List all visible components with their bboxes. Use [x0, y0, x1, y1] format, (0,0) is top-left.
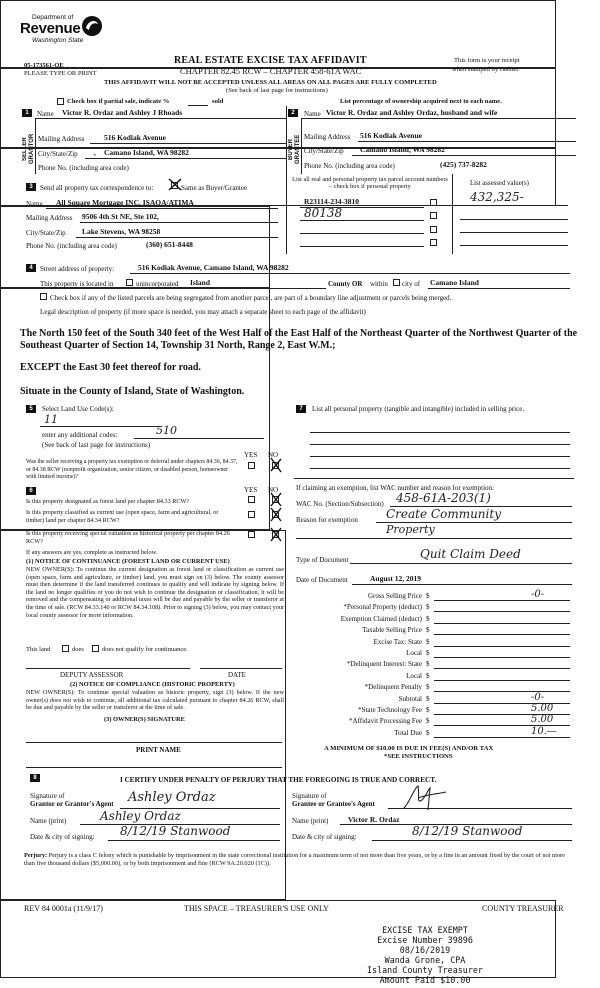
- notice-2-title: (2) NOTICE OF COMPLIANCE (HISTORIC PROPERTY): [70, 681, 235, 688]
- property-city: Camano Island: [430, 278, 479, 287]
- partial-sale-sold: sold: [212, 98, 224, 105]
- perjury-statement: [24, 852, 576, 868]
- buyer-vertical-label: BUYER GRANTEE: [288, 134, 301, 164]
- fee-label: Exemption Claimed (deduct): [340, 614, 422, 623]
- section-8-number: 8: [30, 774, 40, 782]
- forest-yes-checkbox[interactable]: [248, 496, 255, 503]
- fee-label: Taxable Selling Price: [362, 626, 422, 635]
- notice-1-title: (1) NOTICE OF CONTINUANCE (FOREST LAND OR CURRENT USE): [26, 558, 230, 565]
- deputy-assessor-label: DEPUTY ASSESSOR: [60, 671, 124, 679]
- seller-name: Victor R. Ordaz and Ashley J Rhoads: [62, 108, 183, 117]
- stamp-line-3: 08/16/2019: [399, 945, 451, 955]
- fee-row: [296, 626, 574, 636]
- seller-name-label: Name: [37, 110, 54, 118]
- seller-city: Camano Island, WA 98282: [104, 148, 189, 157]
- fee-label: *Delinquent Interest: State: [346, 660, 422, 669]
- land-use-see-back: (See back of last page for instructions): [42, 441, 151, 449]
- current-use-no-mark-icon: [269, 507, 283, 522]
- section-3-number: 3: [26, 183, 36, 191]
- segregated-checkbox[interactable]: [40, 293, 47, 300]
- this-land-label: This land: [26, 646, 51, 653]
- land-does-not-label: does not qualify for continuance.: [102, 646, 188, 653]
- legal-desc-label: Legal description of property (if more space is needed, you may attach a separate sheet to each page of the affidavit): [40, 308, 366, 316]
- fee-currency: $: [426, 694, 430, 703]
- fee-label: *State Technology Fee: [358, 706, 422, 714]
- fee-label: *Affidavit Processing Fee: [349, 717, 422, 726]
- within-city-checkbox[interactable]: [393, 279, 400, 286]
- section-2-number: 2: [288, 109, 298, 117]
- buyer-phone: (425) 737-8282: [440, 160, 487, 169]
- seller-mailing: 516 Kodiak Avenue: [104, 133, 166, 142]
- legal-description-3: Situate in the County of Island, State of Washington.: [20, 386, 245, 397]
- dor-logo: [20, 14, 110, 54]
- historic-question: Is this property receiving special valuation as historical property per chapter 84.26 RCW?: [26, 530, 230, 545]
- section-1-number: 1: [22, 109, 32, 117]
- section-6-yes: YES: [244, 486, 258, 494]
- fee-currency: $: [426, 637, 430, 646]
- land-does-label: does: [72, 646, 84, 653]
- exemption-claim-label: If claiming an exemption, list WAC number and reason for exemption:: [296, 484, 494, 492]
- grantee-date-city: 8/12/19 Stanwood: [412, 824, 523, 838]
- section-6-number: 6: [26, 487, 36, 495]
- grantor-sig-label-2: Grantor or Grantor's Agent: [30, 800, 114, 808]
- land-use-no: NO: [268, 451, 279, 459]
- seller-vertical-label: SELLER GRANTOR: [22, 133, 35, 165]
- fee-currency: $: [426, 603, 430, 612]
- city-of-label: city of: [402, 280, 421, 288]
- receipt-note-2: when stamped by cashier.: [452, 66, 520, 73]
- stamp-line-1: EXCISE TAX EXEMPT: [382, 925, 468, 935]
- assessed-header: List assessed value(s): [470, 180, 529, 187]
- fee-label: *Personal Property (deduct): [343, 603, 422, 612]
- logo-name: Revenue: [20, 20, 81, 37]
- buyer-mailing: 516 Kodiak Avenue: [360, 131, 422, 140]
- grantee-date-label: Date & city of signing:: [292, 833, 357, 841]
- any-yes-note: If any answers are yes, complete as instructed below.: [26, 549, 158, 556]
- section-6-no: NO: [268, 486, 279, 494]
- land-use-label: Select Land Use Code(s):: [42, 405, 114, 413]
- corr-mailing: 9506 4th St NE, Ste 102,: [82, 212, 159, 221]
- fee-value: -0-: [531, 691, 545, 703]
- notice-2-body: NEW OWNER(S): To continue special valuation as historic property, sign (3) below. If the new owner(s) does not wish to continue, all additional tax calculated pursuant to chapter 84.26 RCW, shall be due and payable by the seller or transferor at the time of sale.: [26, 689, 284, 712]
- legal-description-2: EXCEPT the East 30 feet thereof for road.: [20, 362, 201, 373]
- wac-number: 458-61A-203(1): [396, 491, 491, 505]
- fee-label: *Delinquent Penalty: [364, 683, 422, 692]
- buyer-city-label: City/State/Zip: [304, 147, 344, 155]
- corr-mailing-label: Mailing Address: [26, 214, 73, 222]
- partial-sale-checkbox[interactable]: [57, 98, 64, 105]
- fee-label: Excise Tax: State: [373, 637, 422, 646]
- grantor-name-label: Name (print): [30, 817, 67, 825]
- reason-line-2: Property: [386, 523, 435, 536]
- unincorporated-checkbox[interactable]: [126, 279, 133, 286]
- logo-state: Washington State: [32, 37, 84, 44]
- personal-property-label: List all personal property (tangible and intangible) included in selling price.: [312, 405, 525, 413]
- parcel-assessed-1: 432,325-: [470, 190, 524, 204]
- exemption-yes-checkbox[interactable]: [248, 462, 255, 469]
- unincorporated-label: unincorporated: [136, 280, 179, 288]
- same-as-buyer-label: Same as Buyer/Grantee: [181, 184, 248, 192]
- fee-currency: $: [426, 660, 430, 669]
- grantor-date-label: Date & city of signing:: [30, 833, 95, 841]
- fee-currency: $: [426, 728, 430, 737]
- corr-city: Lake Stevens, WA 98258: [82, 227, 161, 236]
- buyer-city: Camano Island, WA 98282: [360, 145, 445, 154]
- section-4-number: 4: [26, 264, 36, 272]
- land-does-not-checkbox[interactable]: [92, 645, 99, 652]
- fee-row: [296, 603, 574, 613]
- receipt-note-1: This form is your receipt: [454, 57, 520, 64]
- correspondence-label: Send all property tax correspondence to:: [40, 184, 154, 192]
- parcels-header: List all real and personal property tax parcel account numbers – check box if personal property: [292, 176, 448, 191]
- located-label: This property is located in: [40, 280, 114, 288]
- fee-row: [296, 638, 574, 648]
- grantee-name: Victor R. Ordaz: [348, 815, 400, 824]
- corr-city-label: City/State/Zip: [26, 229, 66, 237]
- fee-currency: $: [426, 717, 430, 726]
- street-address: 516 Kodiak Avenue, Camano Island, WA 98282: [138, 263, 289, 272]
- parcel-number-1: R23114-234-3810: [304, 197, 359, 206]
- rev-code: REV 84 0001a (11/9/17): [24, 904, 103, 913]
- see-back-note: (See back of last page for instructions): [226, 87, 328, 94]
- fee-row: [296, 589, 574, 602]
- seller-city-prefix: ,: [94, 149, 96, 157]
- corr-name-label: Name: [26, 200, 43, 208]
- fee-row: [296, 649, 574, 659]
- fee-currency: $: [426, 614, 430, 623]
- fee-currency: $: [426, 671, 430, 680]
- historic-yes-checkbox[interactable]: [248, 531, 255, 538]
- wac-label: WAC No. (Section/Subsection): [296, 500, 384, 508]
- corr-phone: (360) 651-8448: [146, 240, 193, 249]
- buyer-name-label: Name: [304, 110, 321, 118]
- fee-row: [296, 672, 574, 682]
- parcel-1-personal-checkbox[interactable]: [430, 199, 437, 206]
- county-treasurer: COUNTY TREASURER: [482, 904, 564, 913]
- stamp-line-4: Wanda Grone, CPA: [384, 955, 466, 965]
- fee-currency: $: [426, 649, 430, 657]
- dor-swirl-icon: [80, 14, 104, 38]
- parcel-3-personal-checkbox[interactable]: [430, 226, 437, 233]
- grantor-date-city: 8/12/19 Stanwood: [120, 824, 231, 838]
- doc-date-label: Date of Document: [296, 576, 348, 584]
- fee-label: Gross Selling Price: [367, 592, 422, 600]
- fee-row: [296, 615, 574, 625]
- parcel-number-2: 80138: [304, 206, 343, 220]
- grantor-name: Ashley Ordaz: [100, 809, 181, 823]
- current-use-question: Is this property classified as current use (open space, farm and agricultural, or timber) land per chapter 84.34 RCW?: [26, 509, 219, 524]
- see-instructions: *SEE INSTRUCTIONS: [384, 753, 453, 760]
- current-use-yes-checkbox[interactable]: [248, 511, 255, 518]
- additional-codes: 510: [156, 424, 177, 437]
- grantor-signature: Ashley Ordaz: [128, 790, 216, 805]
- doc-type-label: Type of Document: [296, 556, 349, 564]
- minimum-note: A MINIMUM OF $10.00 IS DUE IN FEE(S) AND/OR TAX: [324, 745, 494, 752]
- fee-label: Local: [406, 671, 422, 680]
- fee-currency: $: [426, 626, 430, 635]
- section-7-number: 7: [296, 405, 306, 413]
- partial-sale-label: Check box if partial sale, indicate %: [67, 98, 170, 105]
- notice-1-body: NEW OWNER(S): To continue the current designation as forest land or classification as current use (open space, farm and agriculture, or timber) land, you must sign on (3) below. The county assessor must then determine if the land transferred continues to qualify and will indicate by signing below. If the land no longer qualifies or you do not wish to continue the designation or classification, it will be removed and the compensating or additional taxes will be due and payable by the seller or transferor at the time of sale. (RCW 84.33.140 or RCW 84.34.108). Prior to signing (3) below, you may contact your local county assessor for more information.: [26, 566, 284, 619]
- fee-currency: $: [426, 683, 430, 692]
- grantor-sig-label-1: Signature of: [30, 792, 65, 800]
- buyer-phone-label: Phone No. (including area code): [304, 162, 395, 170]
- fee-currency: $: [426, 592, 430, 600]
- additional-codes-label: enter any additional codes:: [42, 431, 118, 439]
- buyer-name: Victor R. Ordaz and Ashley Ordaz, husband and wife: [326, 108, 498, 117]
- reason-line-1: Create Community: [386, 507, 501, 521]
- perjury-text: Perjury is a class C felony which is punishable by imprisonment in the state correctional institution for a maximum term of not more than five years, or by a fine in an amount fixed by the court of not more than five thousand dollars ($5,000.00), or by both imprisonment and fine (RCW 9A.20.020 (1C)).: [24, 852, 565, 867]
- owner-signature-label: (3) OWNER(S) SIGNATURE: [104, 716, 185, 723]
- fee-row: [296, 660, 574, 670]
- forest-no-mark-icon: [269, 492, 283, 507]
- land-use-yes: YES: [244, 451, 258, 459]
- county-or-label: County OR: [328, 280, 363, 288]
- parcel-4-personal-checkbox[interactable]: [430, 239, 437, 246]
- ownership-note: List percentage of ownership acquired next to each name.: [340, 98, 502, 105]
- fee-label: Total Due: [394, 728, 422, 737]
- parcel-2-personal-checkbox[interactable]: [430, 212, 437, 219]
- fee-currency: $: [426, 706, 430, 714]
- fee-row: [296, 725, 574, 739]
- print-note: PLEASE TYPE OR PRINT: [24, 70, 97, 77]
- assessor-date-label: DATE: [228, 671, 246, 679]
- checkmark-icon: [168, 178, 182, 191]
- stamp-line-5: Island County Treasurer: [367, 965, 483, 975]
- grantee-sig-label-2: Grantee or Grantee's Agent: [292, 800, 375, 808]
- fee-label: Local: [406, 649, 422, 657]
- fee-value: 5.00: [531, 714, 554, 726]
- reason-label: Reason for exemption: [296, 516, 358, 524]
- exemption-no-mark-icon: [269, 457, 283, 473]
- section-6-box: [0, 288, 270, 530]
- fee-label: Subtotal: [398, 694, 422, 703]
- grantee-sig-label-1: Signature of: [292, 792, 327, 800]
- land-use-code: 11: [44, 413, 58, 426]
- corr-phone-label: Phone No. (including area code): [26, 242, 117, 250]
- certify-statement: I CERTIFY UNDER PENALTY OF PERJURY THAT THE FOREGOING IS TRUE AND CORRECT.: [120, 776, 437, 784]
- grantee-name-label: Name (print): [292, 817, 329, 825]
- legal-description-1: The North 150 feet of the South 340 feet of the West Half of the East Half of the Northeast Quarter of the Northwest Quarter of the Southeast Quarter of Section 14, Township 31 North, Range 2, East W.M.;: [20, 328, 578, 351]
- fee-value: 5.00: [531, 703, 554, 714]
- section-5-number: 5: [26, 405, 36, 413]
- exemption-question: Was the seller receiving a property tax exemption or deferral under chapters 84.36, 84.37, or 84.38 RCW (nonprofit organization, senior citizen, or disabled person, homeowner with limited income)?: [26, 459, 238, 480]
- doc-type: Quit Claim Deed: [420, 547, 521, 561]
- street-label: Street address of property:: [40, 265, 115, 273]
- doc-date: August 12, 2019: [370, 574, 422, 583]
- form-chapter: CHAPTER 82.45 RCW – CHAPTER 458-61A WAC: [180, 66, 362, 76]
- fee-value: -0-: [531, 589, 545, 600]
- land-does-checkbox[interactable]: [62, 645, 69, 652]
- fee-value: 10.—: [531, 725, 557, 737]
- corr-name: All Square Mortgage INC. ISAOA/ATIMA: [56, 198, 194, 207]
- forest-question: Is this property designated as forest land per chapter 84.33 RCW?: [26, 498, 190, 505]
- form-title: REAL ESTATE EXCISE TAX AFFIDAVIT: [174, 55, 367, 66]
- stamp-line-6: Amount Paid $10.00: [379, 975, 471, 985]
- within-label: within: [370, 280, 388, 288]
- print-name-label: PRINT NAME: [136, 746, 181, 754]
- form-code: 05-173561-OE: [24, 62, 64, 69]
- seller-phone-label: Phone No. (including area code): [38, 164, 129, 172]
- treasurer-space: THIS SPACE – TREASURER'S USE ONLY: [184, 904, 329, 913]
- stamp-line-2: Excise Number 39896: [377, 935, 473, 945]
- buyer-mailing-label: Mailing Address: [304, 133, 351, 141]
- perjury-label: Perjury:: [24, 852, 48, 859]
- seller-city-label: City/State/Zip: [38, 150, 78, 158]
- county-value: Island: [190, 278, 211, 287]
- treasurer-stamp: [350, 925, 500, 985]
- form-warning: THIS AFFIDAVIT WILL NOT BE ACCEPTED UNLESS ALL AREAS ON ALL PAGES ARE FULLY COMPLETED: [104, 79, 437, 86]
- seller-mailing-label: Mailing Address: [38, 135, 85, 143]
- segregated-note: Check box if any of the listed parcels are being segregated from another parcel, are part of a boundary line adjustment or parcels being merged.: [50, 294, 452, 302]
- historic-no-mark-icon: [269, 527, 283, 542]
- logo-dept: Department of: [32, 14, 74, 21]
